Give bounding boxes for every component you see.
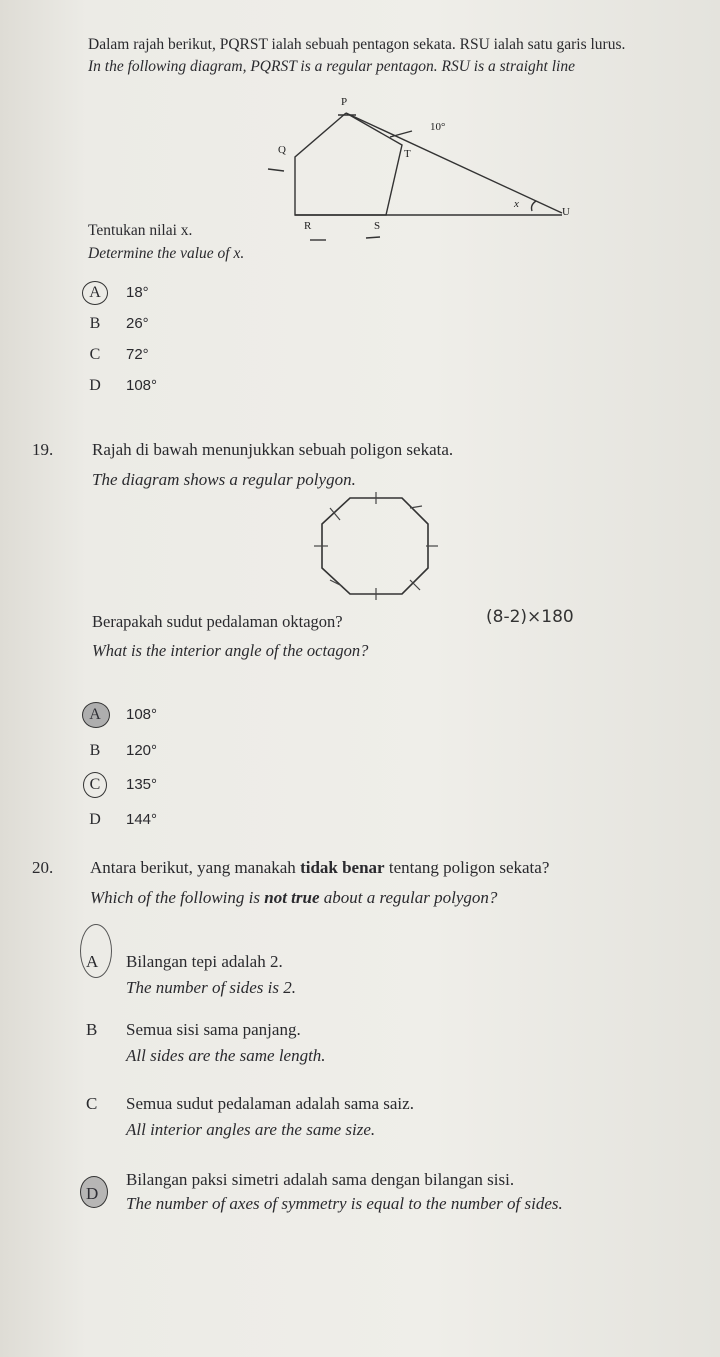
- option-text-malay: Bilangan tepi adalah 2.: [126, 952, 283, 971]
- q18-option-c[interactable]: [86, 346, 286, 368]
- option-text-english: The number of sides is 2.: [126, 978, 296, 997]
- stem-text: Antara berikut, yang manakah: [90, 858, 301, 877]
- option-value: 108°: [126, 706, 158, 723]
- q18-option-b[interactable]: [86, 315, 286, 337]
- option-value: 135°: [126, 776, 158, 793]
- answer-circle-mark: [82, 281, 108, 305]
- q19-question-english: What is the interior angle of the octagon?: [92, 641, 369, 660]
- q19-option-c[interactable]: [86, 776, 286, 798]
- q18-intro-malay: Dalam rajah berikut, PQRST ialah sebuah pentagon sekata. RSU ialah satu garis lurus.: [88, 36, 626, 53]
- option-value: 72°: [126, 346, 149, 363]
- label-q: Q: [278, 144, 286, 156]
- stem-emphasis: tidak benar: [300, 858, 385, 877]
- option-value: 26°: [126, 315, 149, 332]
- option-letter: C: [86, 1094, 98, 1113]
- q19-stem-malay: Rajah di bawah menunjukkan sebuah poligon sekata.: [92, 440, 454, 459]
- answer-circle-mark: [83, 772, 107, 798]
- option-text-malay: Semua sisi sama panjang.: [126, 1020, 301, 1039]
- q20-number: 20.: [32, 858, 54, 877]
- q18-prompt-malay: Tentukan nilai x.: [88, 222, 193, 239]
- stem-text: tentang poligon sekata?: [384, 858, 550, 877]
- option-letter: B: [86, 1020, 98, 1039]
- octagon-diagram: [300, 488, 450, 608]
- option-value: 120°: [126, 742, 158, 759]
- pentagon-diagram: [240, 85, 600, 260]
- option-letter: D: [89, 811, 101, 828]
- label-r: R: [304, 220, 312, 232]
- option-letter: A: [89, 706, 101, 723]
- option-letter: C: [89, 346, 101, 363]
- option-text-english: All sides are the same length.: [126, 1046, 326, 1065]
- line-pu: [346, 113, 562, 213]
- q19-option-d[interactable]: [86, 811, 286, 833]
- option-letter: A: [86, 952, 99, 971]
- label-p: P: [341, 96, 348, 108]
- q20-option-c[interactable]: [86, 1094, 686, 1144]
- label-u: U: [562, 206, 570, 218]
- option-value: 144°: [126, 811, 158, 828]
- stem-text: Which of the following is: [90, 888, 265, 907]
- q20-option-a[interactable]: [86, 952, 686, 1002]
- q19-option-b[interactable]: [86, 742, 286, 764]
- answer-circle-mark: [80, 1176, 108, 1208]
- label-10-degrees: 10°: [430, 121, 446, 133]
- pentagon-outline: [295, 113, 402, 215]
- stem-text: about a regular polygon?: [319, 888, 498, 907]
- handwritten-working: (8-2)×180: [486, 607, 574, 627]
- option-value: 18°: [126, 284, 149, 301]
- scribble-mark: [82, 702, 110, 728]
- q19-question-malay: Berapakah sudut pedalaman oktagon?: [92, 612, 343, 631]
- label-t: T: [404, 148, 411, 160]
- answer-circle-mark: [80, 924, 112, 978]
- q20-option-b[interactable]: [86, 1020, 686, 1070]
- q19-stem-english: The diagram shows a regular polygon.: [92, 470, 356, 489]
- option-letter: D: [89, 377, 101, 394]
- q20-stem-malay: [90, 858, 549, 878]
- q18-option-d[interactable]: [86, 377, 286, 399]
- q20-option-d[interactable]: [86, 1170, 706, 1220]
- option-value: 108°: [126, 377, 158, 394]
- octagon-outline: [322, 498, 428, 594]
- option-text-english: The number of axes of symmetry is equal to the number of sides.: [126, 1194, 563, 1213]
- option-text-malay: Semua sudut pedalaman adalah sama saiz.: [126, 1094, 414, 1113]
- option-text-english: All interior angles are the same size.: [126, 1120, 376, 1139]
- option-letter: C: [89, 776, 101, 793]
- option-text-malay: Bilangan paksi simetri adalah sama dengan bilangan sisi.: [126, 1170, 515, 1189]
- option-letter: A: [89, 284, 101, 301]
- q18-prompt-english: Determine the value of x.: [88, 245, 245, 262]
- q19-number: 19.: [32, 440, 54, 459]
- label-s: S: [374, 220, 381, 232]
- stem-emphasis: not true: [264, 888, 320, 907]
- option-letter: D: [86, 1184, 99, 1203]
- option-letter: B: [89, 742, 101, 759]
- q20-stem-english: [90, 888, 497, 908]
- label-x: x: [514, 198, 519, 210]
- q18-option-a[interactable]: [86, 284, 286, 306]
- q19-option-a[interactable]: [86, 706, 286, 728]
- q18-intro-english: In the following diagram, PQRST is a regular pentagon. RSU is a straight line: [88, 58, 575, 75]
- option-letter: B: [89, 315, 101, 332]
